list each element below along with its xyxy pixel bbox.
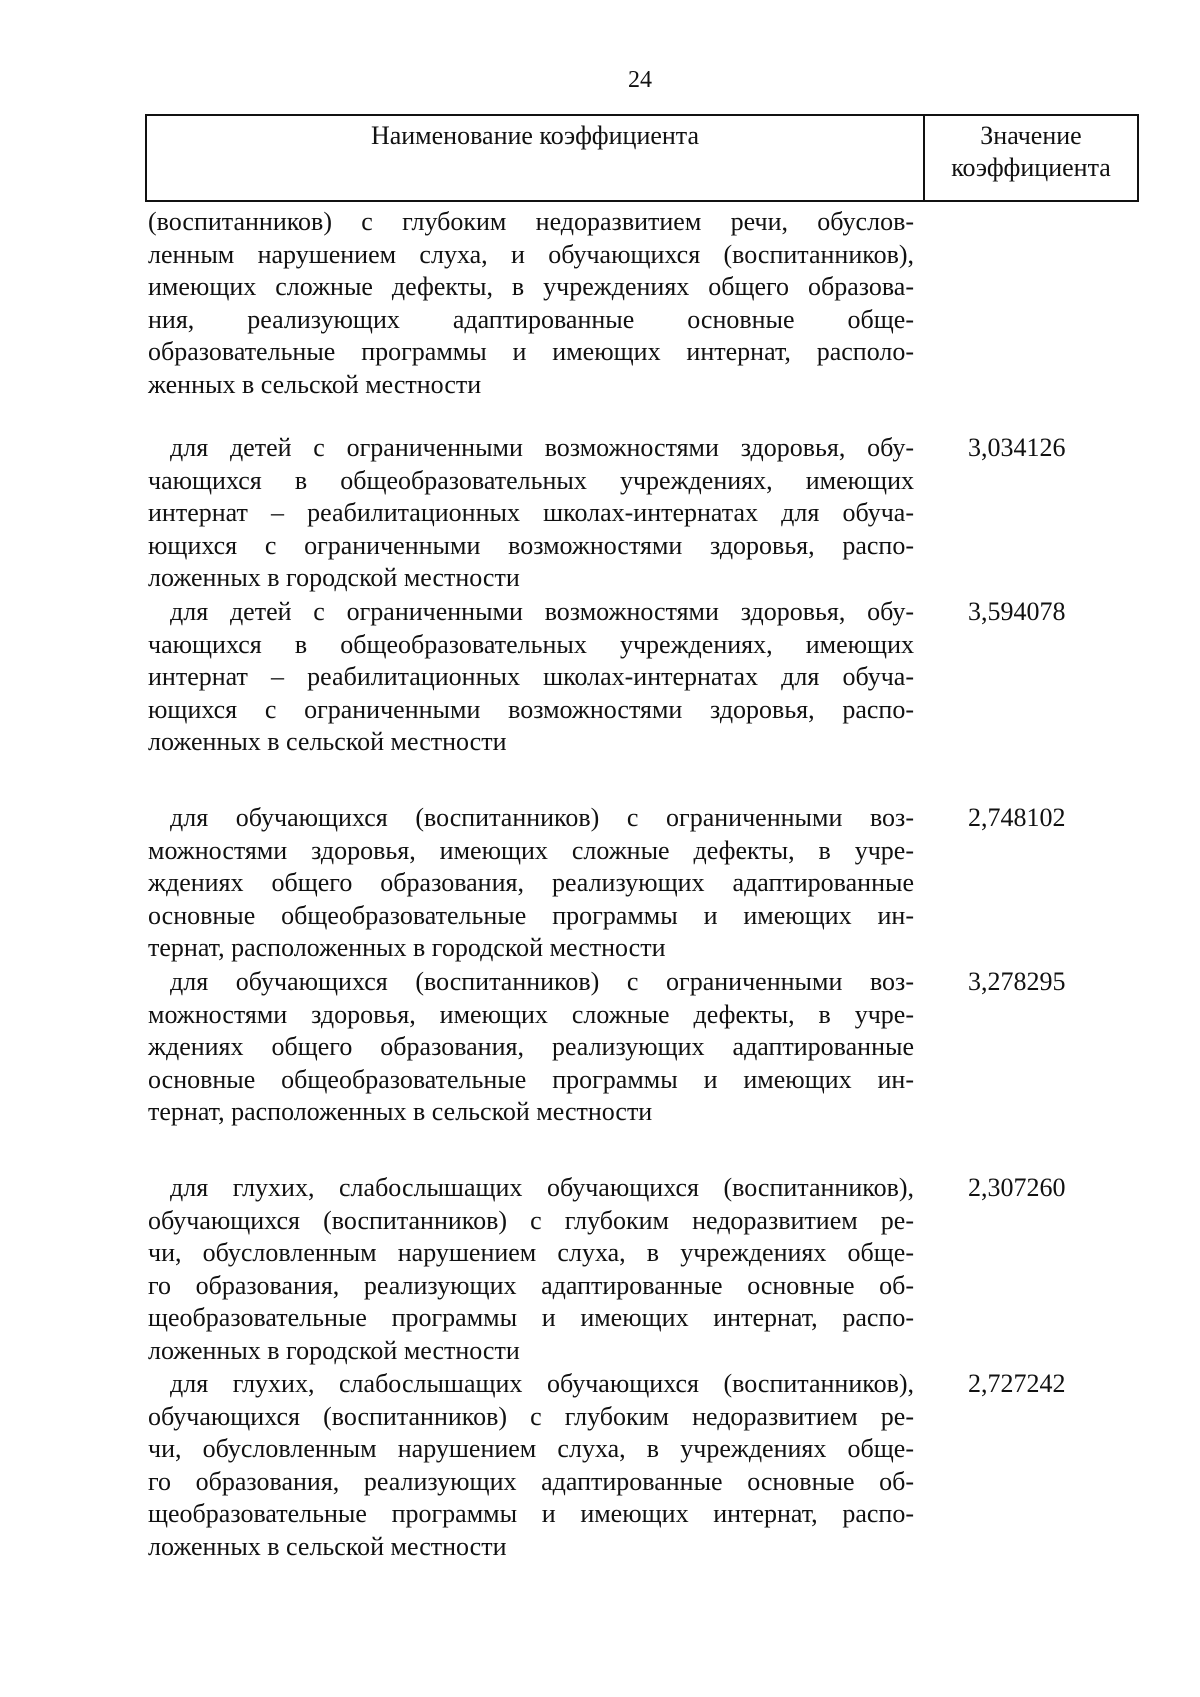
text-line: ложенных в сельской местности [148, 727, 507, 757]
text-line: основные общеобразовательные программы и имеющих ин- [148, 1064, 914, 1094]
text-line: для глухих, слабослышащих обучающихся (воспитанников), [170, 1369, 914, 1398]
table-header [145, 114, 1139, 202]
text-line: интернат – реабилитационных школах-интернатах для обуча- [148, 662, 914, 692]
text-line: ложенных в сельской местности [148, 1531, 507, 1561]
coefficient-description [148, 1368, 914, 1564]
text-line: го образования, реализующих адаптированные основные об- [148, 1270, 914, 1300]
text-line: для детей с ограниченными возможностями здоровья, обу- [170, 433, 914, 462]
coefficient-value: 3,278295 [968, 967, 1066, 996]
text-line: ложенных в городской местности [148, 563, 520, 593]
text-line: обучающихся (воспитанников) с глубоким недоразвитием ре- [148, 1205, 914, 1235]
coefficient-description [148, 596, 914, 759]
text-line: чающихся в общеобразовательных учреждениях, имеющих [148, 465, 914, 495]
text-line: ния, реализующих адаптированные основные обще- [148, 304, 914, 334]
column-header-value-line1: Значение [980, 121, 1082, 150]
text-line: имеющих сложные дефекты, в учреждениях общего образова- [148, 272, 914, 302]
coefficient-value: 2,748102 [968, 803, 1066, 832]
text-line: ющихся с ограниченными возможностями здоровья, распо- [148, 530, 914, 560]
text-line: тернат, расположенных в сельской местности [148, 1097, 653, 1127]
text-line: для обучающихся (воспитанников) с ограниченными воз- [170, 967, 914, 996]
column-header-value [925, 116, 1137, 200]
text-line: обучающихся (воспитанников) с глубоким недоразвитием ре- [148, 1401, 914, 1431]
text-line: для детей с ограниченными возможностями здоровья, обу- [170, 597, 914, 626]
text-line: щеобразовательные программы и имеющих интернат, распо- [148, 1499, 914, 1529]
coefficient-value: 2,307260 [968, 1173, 1066, 1202]
coefficient-value: 2,727242 [968, 1369, 1066, 1398]
text-line: для обучающихся (воспитанников) с ограниченными воз- [170, 803, 914, 832]
text-line: го образования, реализующих адаптированные основные об- [148, 1466, 914, 1496]
coefficient-value: 3,034126 [968, 433, 1066, 462]
text-line: женных в сельской местности [148, 369, 482, 399]
text-line: для глухих, слабослышащих обучающихся (воспитанников), [170, 1173, 914, 1202]
text-line: можностями здоровья, имеющих сложные дефекты, в учре- [148, 999, 914, 1029]
coefficient-description [148, 1172, 914, 1368]
column-header-name: Наименование коэффициента [147, 116, 925, 200]
text-line: чающихся в общеобразовательных учреждениях, имеющих [148, 629, 914, 659]
text-line: чи, обусловленным нарушением слуха, в учреждениях обще- [148, 1238, 914, 1268]
text-line: чи, обусловленным нарушением слуха, в учреждениях обще- [148, 1434, 914, 1464]
text-line: ждениях общего образования, реализующих адаптированные [148, 868, 914, 898]
text-line: тернат, расположенных в городской местности [148, 933, 666, 963]
text-line: ложенных в городской местности [148, 1335, 520, 1365]
coefficient-description [148, 802, 914, 965]
text-line: образовательные программы и имеющих интернат, располо- [148, 337, 914, 367]
page-number: 24 [628, 67, 652, 93]
text-line: интернат – реабилитационных школах-интернатах для обуча- [148, 498, 914, 528]
coefficient-description [148, 432, 914, 595]
text-line: ленным нарушением слуха, и обучающихся (воспитанников), [148, 239, 914, 269]
text-line: можностями здоровья, имеющих сложные дефекты, в учре- [148, 835, 914, 865]
column-header-value-line2: коэффициента [951, 153, 1111, 182]
text-line: щеобразовательные программы и имеющих интернат, распо- [148, 1303, 914, 1333]
text-line: ющихся с ограниченными возможностями здоровья, распо- [148, 694, 914, 724]
text-line: основные общеобразовательные программы и имеющих ин- [148, 900, 914, 930]
coefficient-description [148, 966, 914, 1129]
text-line: (воспитанников) с глубоким недоразвитием речи, обуслов- [148, 207, 914, 236]
text-line: ждениях общего образования, реализующих адаптированные [148, 1032, 914, 1062]
coefficient-value: 3,594078 [968, 597, 1066, 626]
continuation-text [148, 206, 914, 402]
